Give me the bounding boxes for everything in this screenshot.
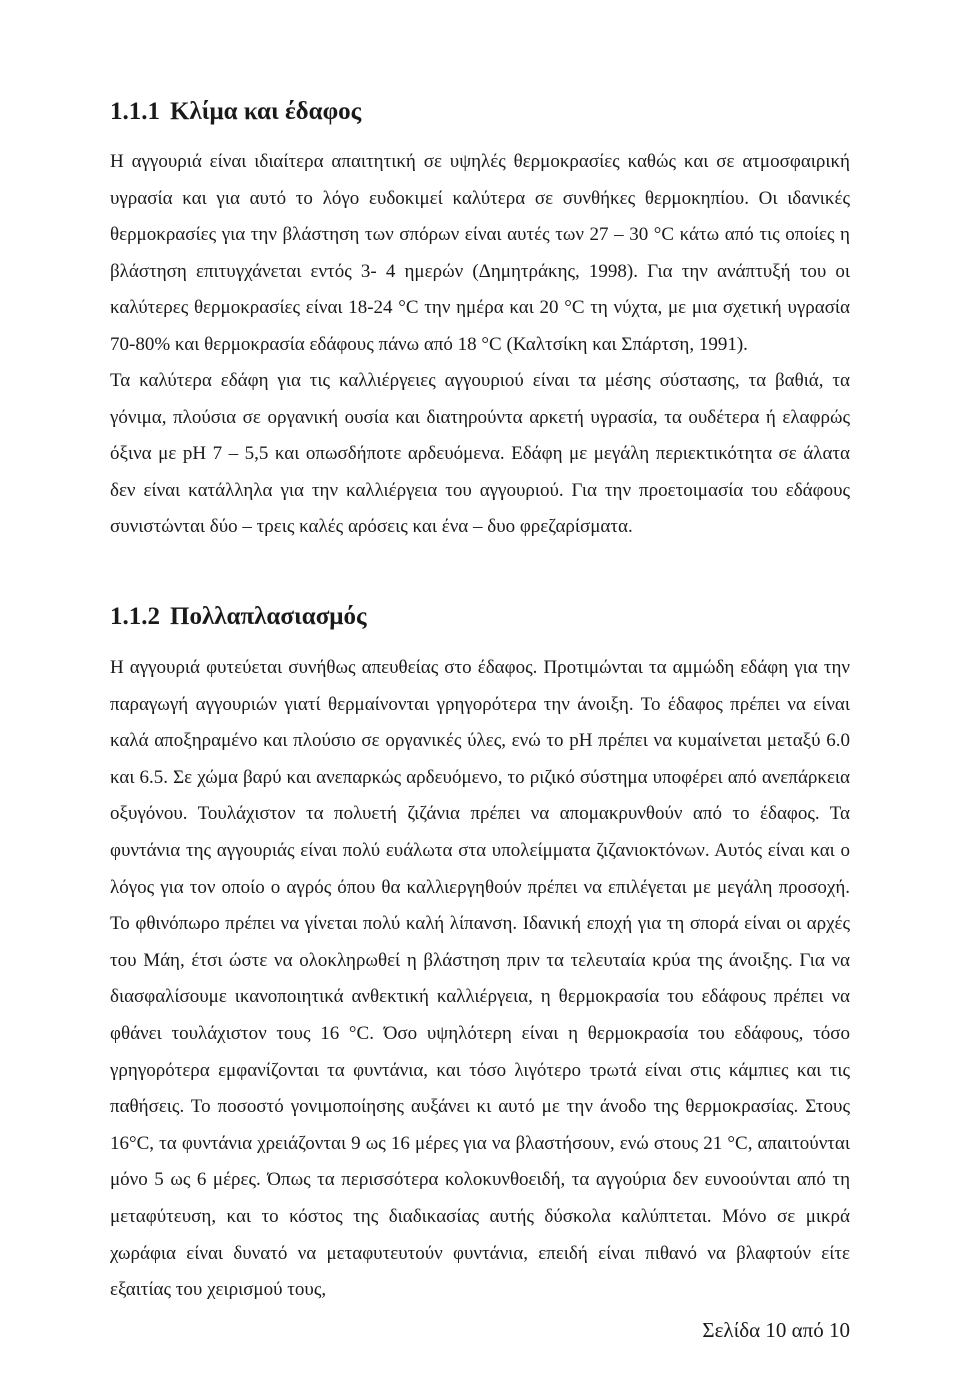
section-title: Κλίμα και έδαφος xyxy=(170,98,362,125)
paragraph-propagation: Η αγγουριά φυτεύεται συνήθως απευθείας στο έδαφος. Προτιμώνται τα αμμώδη εδάφη για την παραγωγή αγγουριών γιατί θερμαίνονται γρηγορότερα την άνοιξη. Το έδαφος πρέπει να είναι καλά αποξηραμένο και πλούσιο σε οργανικές ύλες, ενώ το pH πρέπει να κυμαίνεται μεταξύ 6.0 και 6.5. Σε χώμα βαρύ και ανεπαρκώς αρδευόμενο, το ριζικό σύστημα υποφέρει από ανεπάρκεια οξυγόνου. Τουλάχιστον τα πολυετή ζιζάνια πρέπει να απομακρυνθούν από το έδαφος. Τα φυντάνια της αγγουριάς είναι πολύ ευάλωτα στα υπολείμματα ζιζανιοκτόνων. Αυτός είναι και ο λόγος για τον οποίο ο αγρός όπου θα καλλιεργηθούν πρέπει να επιλέγεται με μεγάλη προσοχή. Το φθινόπωρο πρέπει να γίνεται πολύ καλή λίπανση. Ιδανική εποχή για τη σπορά είναι οι αρχές του Μάη, έτσι ώστε να ολοκληρωθεί η βλάστηση πριν τα τελευταία κρύα της άνοιξης. Για να διασφαλίσουμε ικανοποιητικά ανθεκτική καλλιέργεια, η θερμοκρασία του εδάφους πρέπει να φθάνει τουλάχιστον τους 16 °C. Όσο υψηλότερη είναι η θερμοκρασία του εδάφους, τόσο γρηγορότερα εμφανίζονται τα φυντάνια, και τόσο λιγότερο τρωτά είναι στις κάμπιες και τις παθήσεις. Το ποσοστό γονιμοποίησης αυξάνει κι αυτό με την άνοδο της θερμοκρασίας. Στους 16°C, τα φυντάνια χρειάζονται 9 ως 16 μέρες για να βλαστήσουν, ενώ στους 21 °C, απαιτούνται μόνο 5 ως 6 μέρες. Όπως τα περισσότερα κολοκυνθοειδή, τα αγγούρια δεν ευνοούνται από τη μεταφύτευση, και το κόστος της διαδικασίας αυτής δύσκολα καλύπτεται. Μόνο σε μικρά χωράφια είναι δυνατό να μεταφυτευτούν φυντάνια, επειδή είναι πιθανό να βλαφτούν είτε εξαιτίας του χειρισμού τους, xyxy=(110,657,850,1301)
section-number: 1.1.2 xyxy=(110,603,160,630)
page-number-footer: Σελίδα 10 από 10 xyxy=(702,1318,850,1342)
paragraph-climate: Η αγγουριά είναι ιδιαίτερα απαιτητική σε υψηλές θερμοκρασίες καθώς και σε ατμοσφαιρική υγρασία και για αυτό το λόγο ευδοκιμεί καλύτερα σε συνθήκες θερμοκηπίου. Οι ιδανικές θερμοκρασίες για την βλάστηση των σπόρων είναι αυτές των 27 – 30 °C κάτω από τις οποίες η βλάστηση επιτυγχάνεται εντός 3- 4 ημερών (Δημητράκης, 1998). Για την ανάπτυξή του οι καλύτερες θερμοκρασίες είναι 18-24 °C την ημέρα και 20 °C τη νύχτα, με μια σχετική υγρασία 70-80% και θερμοκρασία εδάφους πάνω από 18 °C (Καλτσίκη και Σπάρτση, 1991). xyxy=(110,151,850,355)
section-title: Πολλαπλασιασμός xyxy=(170,603,367,630)
paragraph-soil: Τα καλύτερα εδάφη για τις καλλιέργειες αγγουριού είναι τα μέσης σύστασης, τα βαθιά, τα γόνιμα, πλούσια σε οργανική ουσία και διατηρούντα αρκετή υγρασία, τα ουδέτερα ή ελαφρώς όξινα με pH 7 – 5,5 και οπωσδήποτε αρδευόμενα. Εδάφη με μεγάλη περιεκτικότητα σε άλατα δεν είναι κατάλληλα για την καλλιέργεια του αγγουριού. Για την προετοιμασία του εδάφους συνιστώνται δύο – τρεις καλές αρόσεις και ένα – δυο φρεζαρίσματα. xyxy=(110,370,850,538)
section-heading-propagation xyxy=(110,603,850,631)
section-number: 1.1.1 xyxy=(110,98,160,125)
section-heading-climate-soil xyxy=(110,98,850,126)
